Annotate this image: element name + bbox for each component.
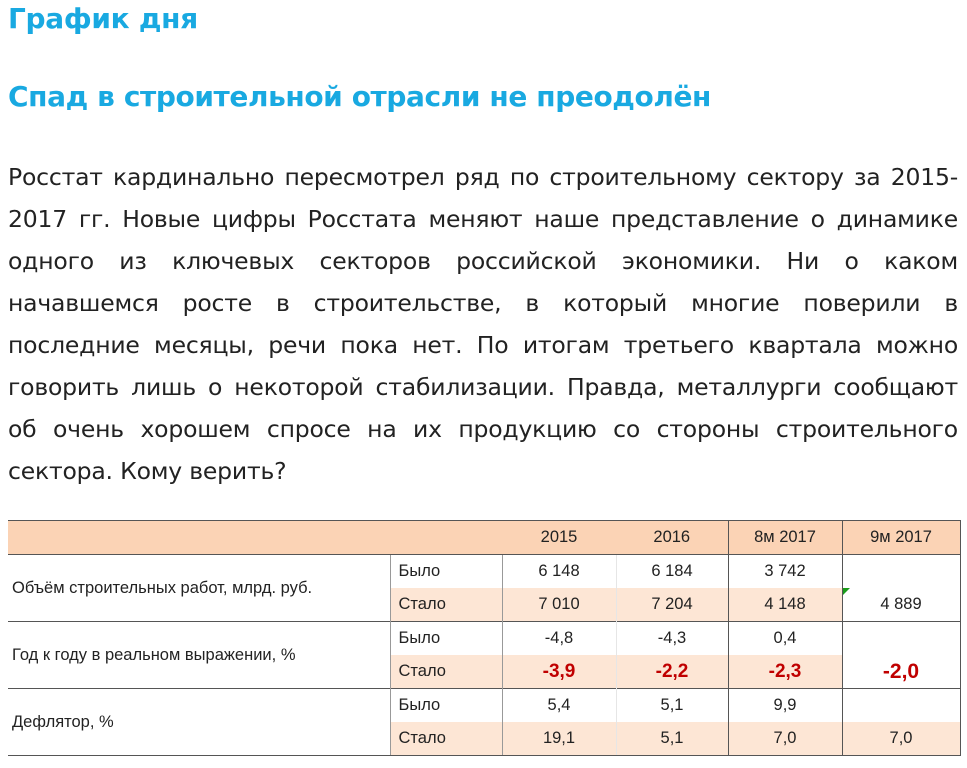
- row-label-yoy: Год к году в реальном выражении, %: [8, 622, 390, 689]
- table-cell: 5,1: [616, 689, 728, 723]
- table-cell: 19,1: [502, 722, 616, 756]
- article-paragraph: Росстат кардинально пересмотрел ряд по строительному сектору за 2015-2017 гг. Новые цифры Росстата меняют наше представление о динамике одного из ключевых секторов российской экономики. Ни о каком начавшемся росте в строительстве, в который многие поверили в последние месяцы, речи пока нет. По итогам третьего квартала можно говорить лишь о некоторой стабилизации. Правда, металлурги сообщают об очень хорошем спросе на их продукцию со стороны строительного сектора. Кому верить?: [8, 163, 958, 485]
- page-title: График дня: [8, 2, 198, 35]
- table-cell: 5,1: [616, 722, 728, 756]
- table-cell: 0,4: [728, 622, 842, 656]
- row-sublabel: Стало: [390, 722, 502, 756]
- row-sublabel: Было: [390, 689, 502, 723]
- row-label-volume: Объём строительных работ, млрд. руб.: [8, 555, 390, 622]
- table-row: [8, 555, 960, 589]
- table-cell: [842, 622, 960, 656]
- table-cell: -4,8: [502, 622, 616, 656]
- table-cell-highlight: -2,3: [728, 655, 842, 689]
- row-sublabel: Стало: [390, 588, 502, 622]
- table-cell: 7,0: [842, 722, 960, 756]
- row-sublabel: Стало: [390, 655, 502, 689]
- row-label-deflator: Дефлятор, %: [8, 689, 390, 756]
- col-header-2015: 2015: [502, 521, 616, 555]
- table-cell-highlight: -2,0: [842, 655, 960, 689]
- col-header-8m-2017: 8м 2017: [728, 521, 842, 555]
- header-empty-cell: [8, 521, 502, 555]
- row-sublabel: Было: [390, 555, 502, 589]
- table-cell: [842, 689, 960, 723]
- headline: Спад в строительной отрасли не преодолён: [8, 80, 711, 113]
- table-row: [8, 622, 960, 656]
- table-cell: 7,0: [728, 722, 842, 756]
- table-cell: 5,4: [502, 689, 616, 723]
- table-cell: [842, 555, 960, 589]
- table-cell: 3 742: [728, 555, 842, 589]
- row-sublabel: Было: [390, 622, 502, 656]
- table-header-row: [8, 521, 960, 555]
- table-cell-highlight: -2,2: [616, 655, 728, 689]
- table-cell: -4,3: [616, 622, 728, 656]
- col-header-2016: 2016: [616, 521, 728, 555]
- table-cell: 7 204: [616, 588, 728, 622]
- table-cell: 6 184: [616, 555, 728, 589]
- table-cell: 4 889: [842, 588, 960, 622]
- table-cell: 4 148: [728, 588, 842, 622]
- construction-data-table: [8, 520, 961, 756]
- col-header-9m-2017: 9м 2017: [842, 521, 960, 555]
- table-cell: 7 010: [502, 588, 616, 622]
- table-cell-highlight: -3,9: [502, 655, 616, 689]
- table-cell: 6 148: [502, 555, 616, 589]
- table-row: [8, 689, 960, 723]
- table-cell: 9,9: [728, 689, 842, 723]
